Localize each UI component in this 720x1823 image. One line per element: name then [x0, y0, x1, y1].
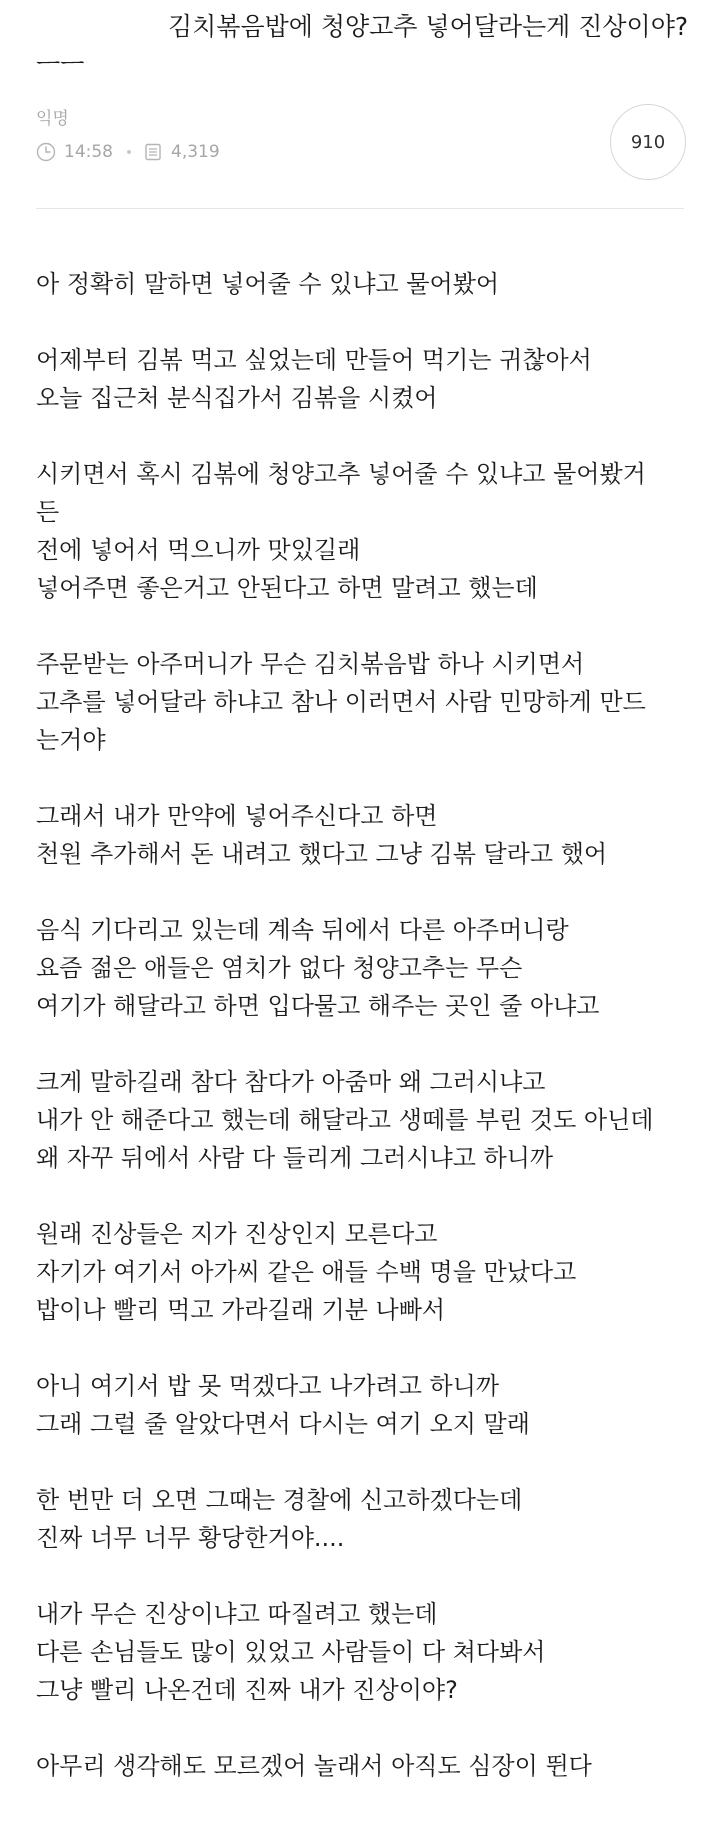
body-line: 든	[36, 498, 60, 526]
body-line: 크게 말하길래 참다 참다가 아줌마 왜 그러시냐고	[36, 1068, 546, 1096]
body-line: 왜 자꾸 뒤에서 사람 다 들리게 그러시냐고 하니까	[36, 1144, 554, 1172]
body-line: 자기가 여기서 아가씨 같은 애들 수백 명을 만났다고	[36, 1258, 577, 1286]
body-line: 내가 안 해준다고 했는데 해달라고 생떼를 부린 것도 아닌데	[36, 1106, 654, 1134]
body-line: 내가 무슨 진상이냐고 따질려고 했는데	[36, 1600, 438, 1628]
body-line: 다른 손님들도 많이 있었고 사람들이 다 쳐다봐서	[36, 1638, 546, 1666]
body-paragraph	[36, 455, 686, 607]
body-line: 원래 진상들은 지가 진상인지 모른다고	[36, 1220, 438, 1248]
body-line: 는거야	[36, 726, 106, 754]
post-time: 14:58	[64, 142, 113, 162]
body-paragraph	[36, 1215, 686, 1329]
body-line: 그래 그럴 줄 알았다면서 다시는 여기 오지 말래	[36, 1410, 530, 1438]
body-paragraph	[36, 797, 686, 873]
body-line: 고추를 넣어달라 하냐고 참나 이러면서 사람 민망하게 만드	[36, 688, 646, 716]
body-paragraph	[36, 1367, 686, 1443]
meta-separator	[127, 150, 131, 154]
body-line: 진짜 너무 너무 황당한거야....	[36, 1524, 345, 1552]
header-divider	[36, 208, 684, 209]
body-line: 요즘 젊은 애들은 염치가 없다 청양고추는 무슨	[36, 954, 523, 982]
post-title: 김치볶음밥에 청양고추 넣어달라는게 진상이야? ㅡㅡ	[36, 12, 689, 79]
like-count-badge[interactable]: 910	[610, 104, 686, 180]
body-line: 오늘 집근처 분식집가서 김볶을 시켰어	[36, 384, 438, 412]
body-line: 음식 기다리고 있는데 계속 뒤에서 다른 아주머니랑	[36, 916, 569, 944]
body-line: 전에 넣어서 먹으니까 맛있길래	[36, 536, 361, 564]
body-line: 아 정확히 말하면 넣어줄 수 있냐고 물어봤어	[36, 270, 500, 298]
body-paragraph	[36, 1063, 686, 1177]
body-line: 어제부터 김볶 먹고 싶었는데 만들어 먹기는 귀찮아서	[36, 346, 592, 374]
body-line: 밥이나 빨리 먹고 가라길래 기분 나빠서	[36, 1296, 446, 1324]
body-line: 넣어주면 좋은거고 안된다고 하면 말려고 했는데	[36, 574, 538, 602]
post-header	[0, 0, 720, 210]
body-paragraph	[36, 265, 686, 303]
body-paragraph	[36, 1595, 686, 1709]
body-line: 여기가 해달라고 하면 입다물고 해주는 곳인 줄 아냐고	[36, 992, 600, 1020]
clock-icon	[36, 142, 56, 162]
document-icon	[143, 142, 163, 162]
body-line: 그냥 빨리 나온건데 진짜 내가 진상이야?	[36, 1676, 458, 1704]
body-line: 아니 여기서 밥 못 먹겠다고 나가려고 하니까	[36, 1372, 500, 1400]
body-line: 천원 추가해서 돈 내려고 했다고 그냥 김볶 달라고 했어	[36, 840, 608, 868]
body-paragraph	[36, 1481, 686, 1557]
body-line: 아무리 생각해도 모르겠어 놀래서 아직도 심장이 뛴다	[36, 1752, 592, 1780]
body-paragraph	[36, 1747, 686, 1785]
post-body	[36, 265, 686, 1823]
post-meta	[36, 138, 220, 166]
body-line: 시키면서 혹시 김볶에 청양고추 넣어줄 수 있냐고 물어봤거	[36, 460, 646, 488]
body-paragraph	[36, 911, 686, 1025]
body-paragraph	[36, 645, 686, 759]
body-line: 한 번만 더 오면 그때는 경찰에 신고하겠다는데	[36, 1486, 523, 1514]
post-views: 4,319	[171, 142, 220, 162]
body-line: 그래서 내가 만약에 넣어주신다고 하면	[36, 802, 438, 830]
post-author[interactable]: 익명	[36, 109, 69, 129]
body-line: 주문받는 아주머니가 무슨 김치볶음밥 하나 시키면서	[36, 650, 585, 678]
body-paragraph	[36, 341, 686, 417]
